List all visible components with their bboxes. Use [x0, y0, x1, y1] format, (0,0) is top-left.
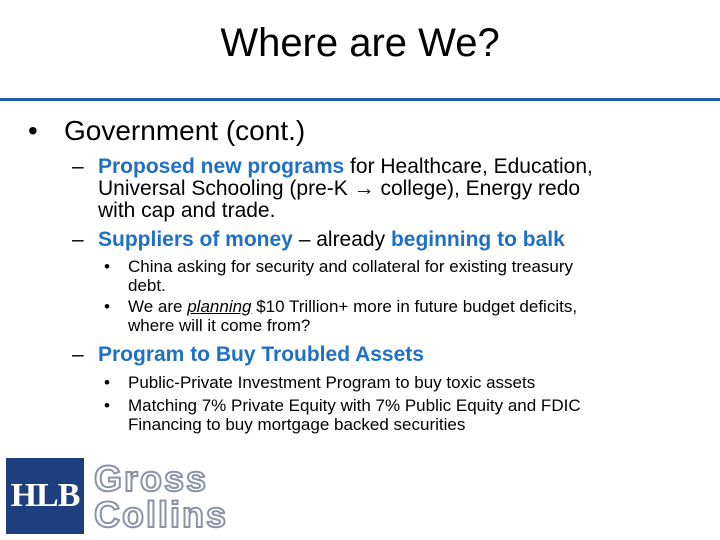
hlb-logo-text: HLB [10, 477, 80, 514]
text-segment: $10 Trillion+ more in future budget deficits, [251, 297, 578, 316]
text-segment: We are [128, 297, 188, 316]
text-line: with cap and trade. [98, 199, 276, 222]
text-line: debt. [128, 276, 166, 295]
logo-word-gross: Gross [94, 458, 209, 499]
text-line: Financing to buy mortgage backed securities [128, 415, 466, 434]
highlight-text: Proposed new programs [98, 155, 345, 178]
highlight-text: Suppliers of money [98, 228, 293, 251]
highlight-text: Program to Buy Troubled Assets [98, 343, 424, 366]
gross-collins-logo [90, 460, 270, 534]
bullet-text: Government (cont.) [64, 115, 306, 146]
bullet-marker: • [104, 396, 110, 415]
underlined-text: planning [187, 297, 252, 316]
text-line: Public-Private Investment Program to buy toxic assets [128, 373, 536, 392]
slide-title: Where are We? [220, 21, 500, 65]
highlight-text: beginning to balk [390, 228, 565, 251]
bullet-marker: • [104, 257, 110, 276]
text-line: China asking for security and collateral for existing treasury [128, 257, 574, 276]
bullet-marker: • [104, 297, 110, 316]
bullet-marker: • [104, 373, 110, 392]
title-divider [0, 98, 720, 101]
logo-word-collins: Collins [94, 494, 229, 535]
dash-marker: – [72, 228, 84, 251]
dash-marker: – [72, 155, 84, 178]
text-line: where will it come from? [128, 316, 311, 335]
text-line: Universal Schooling (pre-K → college), Energy redo [98, 177, 581, 200]
dash-marker: – [72, 343, 84, 366]
hlb-logo [6, 458, 84, 534]
bullet-marker: • [28, 115, 38, 146]
text-line: Matching 7% Private Equity with 7% Public Equity and FDIC [128, 396, 581, 415]
text-segment: for Healthcare, Education, [344, 155, 593, 178]
text-segment: – already [292, 228, 391, 251]
